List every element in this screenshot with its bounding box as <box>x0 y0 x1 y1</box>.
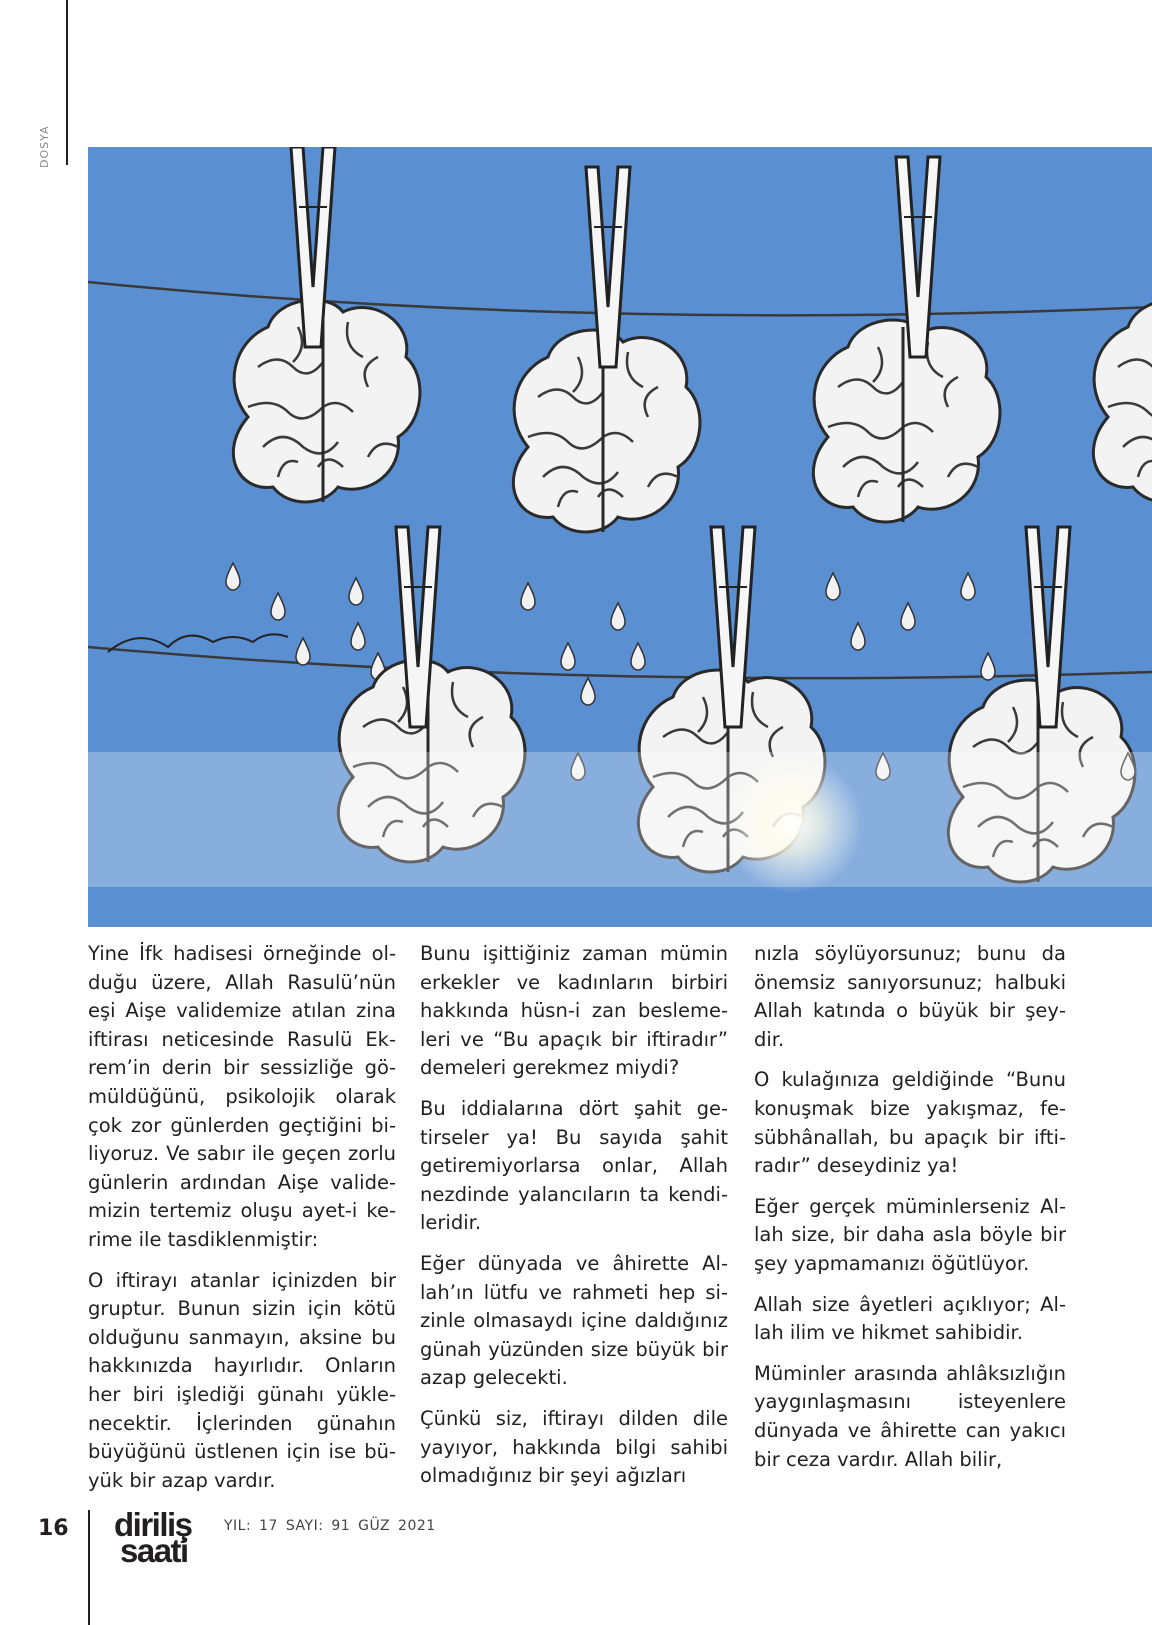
logo-line-2: saati <box>120 1532 188 1569</box>
paragraph: O iftirayı atanlar içinizden bir gruptur. Bunun sizin için kötü olduğunu sanmayın, aksine bu hakkınızda hayırlıdır. Onların her biri işlediği günahı yüklenecektir. İçlerinden günahın büyüğünü üstlenen için ise büyük bir azap vardır. <box>88 1268 396 1492</box>
section-label: DOSYA <box>38 125 51 168</box>
page-number: 16 <box>38 1516 69 1541</box>
side-rule <box>66 0 68 165</box>
article-column-1 <box>88 940 396 1507</box>
paragraph: O kulağınıza geldiğinde “Bunu konuşmak bize yakışmaz, fesübhânallah, bu apaçık bir iftiradır” deseydiniz ya! <box>754 1068 1066 1178</box>
paragraph: nızla söylüyorsunuz; bunu da önemsiz sanıyorsunuz; halbuki Allah katında o büyük bir şeydir. <box>754 942 1066 1051</box>
paragraph: Bu iddialarına dört şahit getirseler ya! Bu sayıda şahit getiremiyorlarsa onlar, Allah nezdinde yalancıların ta kendileridir. <box>420 1096 728 1235</box>
footer-rule <box>88 1510 90 1625</box>
article-column-2 <box>420 940 728 1503</box>
paragraph: Bunu işittiğiniz zaman mümin erkekler ve kadınların birbiri hakkında hüsn-i zan beslemeleri ve “Bu apaçık bir iftiradır” demeleri gerekmez miydi? <box>420 942 728 1080</box>
magazine-logo <box>114 1506 224 1569</box>
issue-info: YIL: 17 SAYI: 91 GÜZ 2021 <box>224 1518 436 1534</box>
hero-illustration <box>88 147 1152 927</box>
paragraph: Çünkü siz, iftirayı dilden dile yayıyor, hakkında bilgi sahibi olmadığınız bir şeyi ağızları <box>420 1406 728 1488</box>
brains-on-clothesline-illustration <box>88 147 1152 927</box>
paragraph: Eğer dünyada ve âhirette Allah’ın lütfu ve rahmeti hep sizinle olmasaydı içine daldığınız günah yüzünden size büyük bir azap gelecekti. <box>420 1251 728 1390</box>
paragraph: Allah size âyetleri açıklıyor; Allah ilim ve hikmet sahibidir. <box>754 1292 1066 1345</box>
paragraph: Müminler arasında ahlâksızlığın yaygınlaşmasını isteyenlere dünyada ve âhirette can yakıcı bir ceza vardır. Allah bilir, <box>754 1361 1066 1471</box>
paragraph: Yine İfk hadisesi örneğinde olduğu üzere, Allah Rasulü’nün eşi Aişe validemize atılan zina iftirası neticesinde Rasulü Ekrem’in derin bir sessizliğe gömüldüğünü, psikolojik olarak çok zor günlerden geçtiğini biliyoruz. Ve sabır ile geçen zorlu günlerin ardından Aişe validemizin tertemiz oluşu ayet-i kerime ile tasdiklenmiştir: <box>88 942 396 1251</box>
logo-line-1: diriliş <box>114 1506 192 1543</box>
paragraph: Eğer gerçek müminlerseniz Allah size, bir daha asla böyle bir şey yapmamanızı öğütlüyor. <box>754 1194 1066 1275</box>
article-column-3 <box>754 940 1066 1486</box>
